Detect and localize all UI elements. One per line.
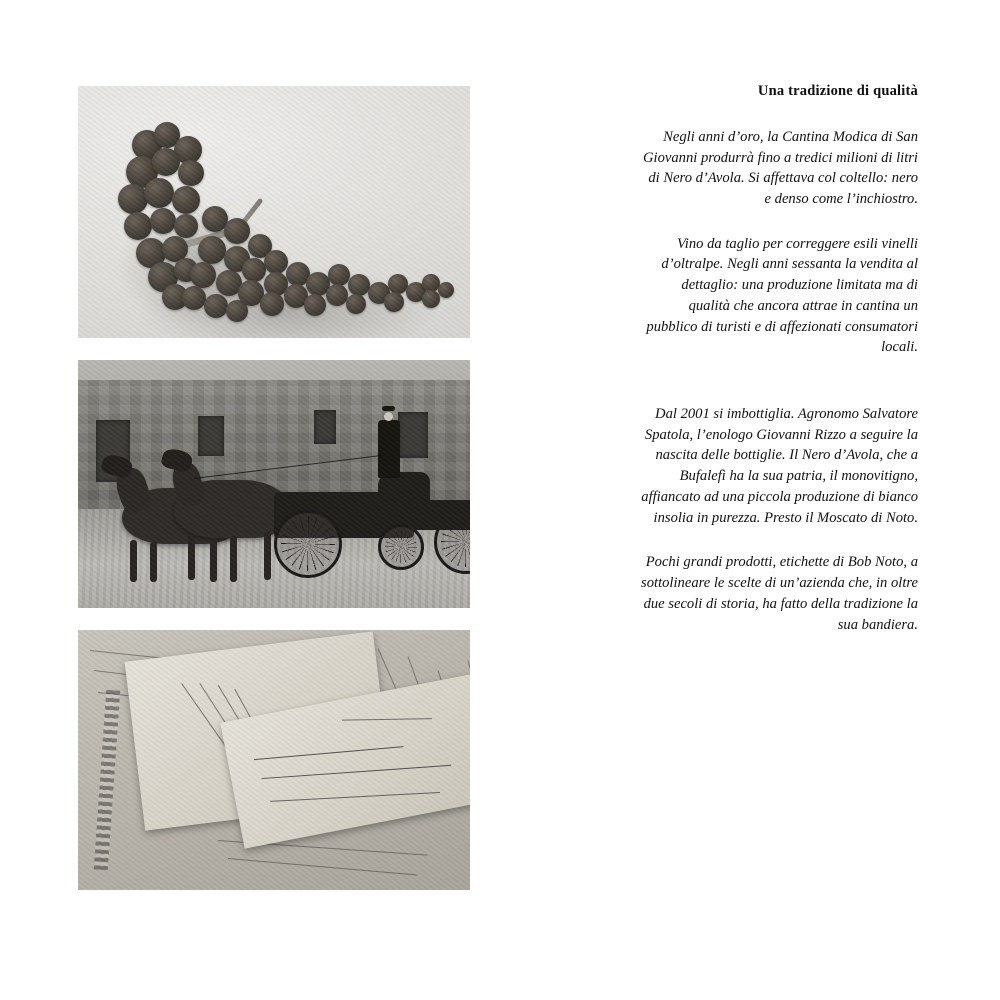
page-title: Una tradizione di qualità [757, 83, 918, 99]
paragraph-2: Vino da taglio per correggere esili vinelli d’oltralpe. Negli anni sessanta la vendita al dettaglio: una produzione limitata ma di qualità che ancora attrae in cantina un pubblico di turisti e di affezionati consumatori locali. [646, 235, 918, 356]
paragraph-3: Dal 2001 si imbottiglia. Agronomo Salvatore Spatola, l’enologo Giovanni Rizzo a seguire la nascita delle bottiglie. Il Nero d’Avola, che a Bufalefì ha la sua patria, il monovitigno, affiancato ad una piccola produzione di bianco insolia in purezza. Presto il Moscato di Noto. [641, 406, 918, 526]
carriage-wheel-rear [274, 510, 342, 578]
grape-cluster [78, 86, 470, 338]
handwritten-letters-photo [78, 630, 470, 890]
text-column [640, 82, 918, 659]
carriage-rear-box [408, 500, 470, 530]
building-window [314, 410, 336, 444]
figure-column [78, 86, 470, 890]
carriage-driver [378, 420, 400, 478]
building-window [398, 412, 428, 458]
horse-carriage-photo [78, 360, 470, 608]
building-window [198, 416, 224, 456]
driver-head [384, 412, 393, 421]
dried-grape-bunch-photo [78, 86, 470, 338]
paragraph-4: Pochi grandi prodotti, etichette di Bob Noto, a sottolineare le scelte di un’azienda che, in oltre due secoli di storia, ha fatto della tradizione la sua bandiera. [641, 554, 918, 633]
carriage-wheel-front [378, 524, 424, 570]
paragraph-1: Negli anni d’oro, la Cantina Modica di San Giovanni produrrà fino a tredici milioni di litri di Nero d’Avola. Si affettava col coltello: nero e denso come l’inchiostro. [643, 128, 918, 207]
driver-cap [382, 406, 395, 411]
